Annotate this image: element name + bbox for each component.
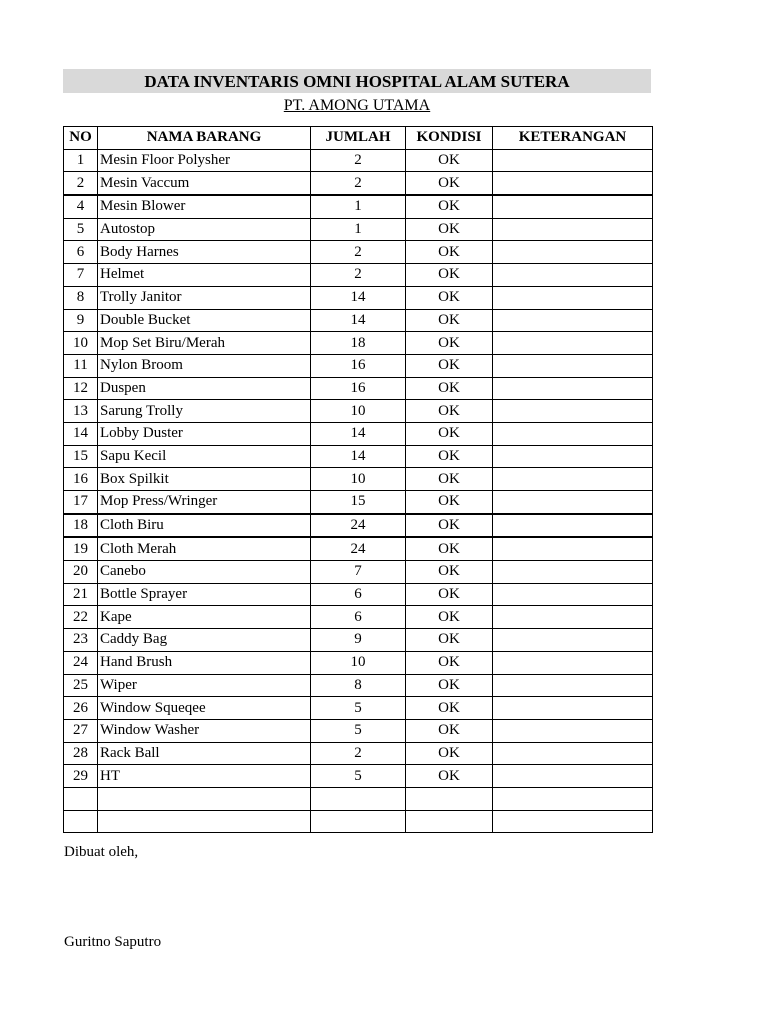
row-note [493, 810, 653, 833]
row-qty: 9 [311, 629, 406, 652]
row-note [493, 765, 653, 788]
row-qty: 16 [311, 354, 406, 377]
row-condition: OK [406, 445, 493, 468]
row-condition: OK [406, 719, 493, 742]
table-row [64, 787, 653, 810]
header-jumlah: JUMLAH [311, 127, 406, 150]
row-note [493, 195, 653, 218]
table-row [64, 264, 653, 287]
row-name: Sapu Kecil [98, 445, 311, 468]
table-row [64, 445, 653, 468]
row-name: Autostop [98, 218, 311, 241]
row-note [493, 445, 653, 468]
row-no [64, 787, 98, 810]
table-row [64, 697, 653, 720]
row-qty: 2 [311, 742, 406, 765]
table-row [64, 400, 653, 423]
row-note [493, 606, 653, 629]
row-condition: OK [406, 697, 493, 720]
row-condition: OK [406, 514, 493, 538]
row-condition: OK [406, 241, 493, 264]
row-qty: 2 [311, 264, 406, 287]
row-qty: 6 [311, 606, 406, 629]
row-no: 22 [64, 606, 98, 629]
table-row [64, 377, 653, 400]
table-row [64, 218, 653, 241]
row-name: Body Harnes [98, 241, 311, 264]
row-qty [311, 787, 406, 810]
table-row [64, 309, 653, 332]
table-row [64, 561, 653, 584]
row-condition: OK [406, 629, 493, 652]
row-name: Mesin Vaccum [98, 172, 311, 195]
row-condition [406, 787, 493, 810]
row-qty: 1 [311, 195, 406, 218]
row-condition: OK [406, 765, 493, 788]
row-no: 9 [64, 309, 98, 332]
header-keterangan: KETERANGAN [493, 127, 653, 150]
row-condition [406, 810, 493, 833]
row-no: 1 [64, 149, 98, 172]
row-name: Mop Set Biru/Merah [98, 332, 311, 355]
row-name: Hand Brush [98, 651, 311, 674]
row-name: Bottle Sprayer [98, 583, 311, 606]
inventory-table [63, 126, 653, 833]
row-name [98, 787, 311, 810]
row-name: Window Squeqee [98, 697, 311, 720]
table-row [64, 674, 653, 697]
row-qty: 5 [311, 765, 406, 788]
row-note [493, 149, 653, 172]
row-name: Mesin Floor Polysher [98, 149, 311, 172]
row-no: 14 [64, 422, 98, 445]
row-no: 12 [64, 377, 98, 400]
row-name: Mop Press/Wringer [98, 491, 311, 514]
row-condition: OK [406, 377, 493, 400]
row-qty [311, 810, 406, 833]
row-note [493, 468, 653, 491]
table-row [64, 286, 653, 309]
table-row [64, 195, 653, 218]
row-no: 29 [64, 765, 98, 788]
row-no: 21 [64, 583, 98, 606]
row-qty: 8 [311, 674, 406, 697]
row-qty: 16 [311, 377, 406, 400]
row-condition: OK [406, 583, 493, 606]
header-nama-barang: NAMA BARANG [98, 127, 311, 150]
row-qty: 5 [311, 697, 406, 720]
row-condition: OK [406, 172, 493, 195]
header-no: NO [64, 127, 98, 150]
table-row [64, 422, 653, 445]
row-name: Window Washer [98, 719, 311, 742]
row-name: Caddy Bag [98, 629, 311, 652]
row-qty: 14 [311, 309, 406, 332]
table-row [64, 354, 653, 377]
row-qty: 2 [311, 172, 406, 195]
row-qty: 10 [311, 400, 406, 423]
table-row [64, 629, 653, 652]
table-row [64, 468, 653, 491]
row-note [493, 286, 653, 309]
row-condition: OK [406, 606, 493, 629]
row-name: Box Spilkit [98, 468, 311, 491]
row-condition: OK [406, 742, 493, 765]
row-note [493, 583, 653, 606]
row-name: Trolly Janitor [98, 286, 311, 309]
row-qty: 18 [311, 332, 406, 355]
row-note [493, 742, 653, 765]
row-condition: OK [406, 354, 493, 377]
row-qty: 2 [311, 149, 406, 172]
document-title: DATA INVENTARIS OMNI HOSPITAL ALAM SUTERA [63, 69, 651, 93]
table-row [64, 149, 653, 172]
row-note [493, 218, 653, 241]
row-name: Kape [98, 606, 311, 629]
table-row [64, 765, 653, 788]
table-row [64, 606, 653, 629]
row-no: 4 [64, 195, 98, 218]
row-note [493, 309, 653, 332]
row-name: Rack Ball [98, 742, 311, 765]
row-name: Helmet [98, 264, 311, 287]
row-no: 26 [64, 697, 98, 720]
row-condition: OK [406, 400, 493, 423]
row-note [493, 514, 653, 538]
row-condition: OK [406, 195, 493, 218]
row-note [493, 787, 653, 810]
company-name: PT. AMONG UTAMA [283, 97, 431, 114]
row-no: 24 [64, 651, 98, 674]
row-note [493, 629, 653, 652]
row-note [493, 172, 653, 195]
row-note [493, 264, 653, 287]
row-condition: OK [406, 309, 493, 332]
row-no: 11 [64, 354, 98, 377]
row-name: Cloth Merah [98, 537, 311, 560]
row-no: 17 [64, 491, 98, 514]
row-no: 5 [64, 218, 98, 241]
row-note [493, 241, 653, 264]
row-name: Lobby Duster [98, 422, 311, 445]
row-no: 18 [64, 514, 98, 538]
table-row [64, 583, 653, 606]
row-note [493, 674, 653, 697]
row-note [493, 400, 653, 423]
row-condition: OK [406, 286, 493, 309]
row-no: 16 [64, 468, 98, 491]
row-qty: 15 [311, 491, 406, 514]
row-qty: 5 [311, 719, 406, 742]
row-name: HT [98, 765, 311, 788]
row-name: Sarung Trolly [98, 400, 311, 423]
row-note [493, 537, 653, 560]
table-row [64, 537, 653, 560]
signer-name: Guritno Saputro [64, 934, 162, 950]
row-qty: 14 [311, 286, 406, 309]
table-row [64, 514, 653, 538]
row-no: 6 [64, 241, 98, 264]
row-note [493, 719, 653, 742]
row-condition: OK [406, 422, 493, 445]
table-row [64, 651, 653, 674]
row-qty: 7 [311, 561, 406, 584]
row-name [98, 810, 311, 833]
row-name: Canebo [98, 561, 311, 584]
row-qty: 6 [311, 583, 406, 606]
row-condition: OK [406, 264, 493, 287]
row-note [493, 377, 653, 400]
row-no: 20 [64, 561, 98, 584]
row-no: 27 [64, 719, 98, 742]
row-condition: OK [406, 491, 493, 514]
row-note [493, 354, 653, 377]
row-note [493, 561, 653, 584]
header-kondisi: KONDISI [406, 127, 493, 150]
row-no: 13 [64, 400, 98, 423]
row-qty: 14 [311, 445, 406, 468]
row-condition: OK [406, 674, 493, 697]
row-qty: 14 [311, 422, 406, 445]
row-qty: 10 [311, 468, 406, 491]
table-row [64, 172, 653, 195]
table-row [64, 332, 653, 355]
table-row [64, 719, 653, 742]
row-condition: OK [406, 537, 493, 560]
row-qty: 1 [311, 218, 406, 241]
row-name: Mesin Blower [98, 195, 311, 218]
table-row [64, 241, 653, 264]
row-name: Cloth Biru [98, 514, 311, 538]
row-condition: OK [406, 332, 493, 355]
row-note [493, 422, 653, 445]
row-qty: 24 [311, 537, 406, 560]
row-no: 23 [64, 629, 98, 652]
table-row [64, 491, 653, 514]
row-condition: OK [406, 468, 493, 491]
row-condition: OK [406, 651, 493, 674]
row-name: Nylon Broom [98, 354, 311, 377]
row-no: 8 [64, 286, 98, 309]
row-no: 28 [64, 742, 98, 765]
row-note [493, 651, 653, 674]
row-no: 7 [64, 264, 98, 287]
row-qty: 24 [311, 514, 406, 538]
table-header-row [64, 127, 653, 150]
row-no: 10 [64, 332, 98, 355]
row-name: Wiper [98, 674, 311, 697]
row-name: Duspen [98, 377, 311, 400]
row-no [64, 810, 98, 833]
row-no: 25 [64, 674, 98, 697]
row-no: 19 [64, 537, 98, 560]
table-row [64, 742, 653, 765]
row-note [493, 332, 653, 355]
row-name: Double Bucket [98, 309, 311, 332]
row-no: 2 [64, 172, 98, 195]
row-qty: 2 [311, 241, 406, 264]
row-condition: OK [406, 149, 493, 172]
table-row [64, 810, 653, 833]
row-qty: 10 [311, 651, 406, 674]
row-note [493, 491, 653, 514]
made-by-label: Dibuat oleh, [64, 844, 139, 860]
row-no: 15 [64, 445, 98, 468]
row-condition: OK [406, 561, 493, 584]
row-note [493, 697, 653, 720]
row-condition: OK [406, 218, 493, 241]
